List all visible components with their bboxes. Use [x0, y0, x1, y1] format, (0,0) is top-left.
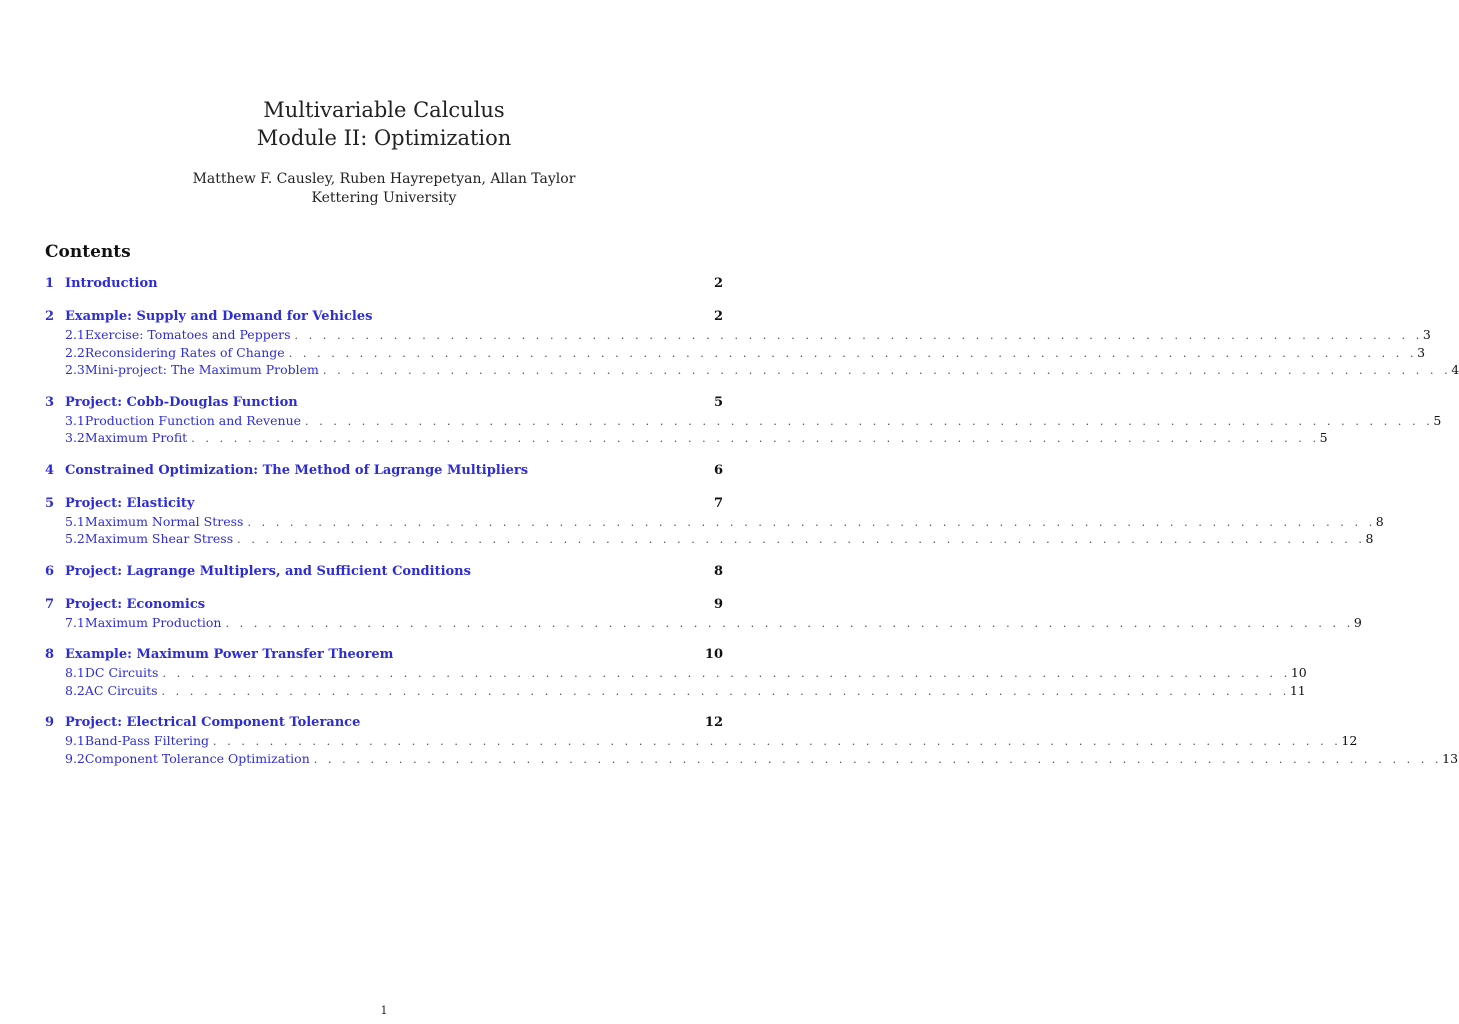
toc-section [45, 394, 1442, 448]
toc-subsection-entry[interactable] [45, 733, 1358, 751]
toc-subsection-link[interactable]: Production Function and Revenue [84, 412, 302, 428]
toc-subsection-link[interactable]: Maximum Production [84, 614, 222, 630]
toc-subsection-entry[interactable] [45, 362, 1459, 380]
toc-subsection-link[interactable]: Maximum Shear Stress [84, 531, 234, 546]
toc-section-page: 9 [713, 596, 723, 612]
toc-subsection-number[interactable]: 3.2 [65, 430, 85, 445]
toc-subsection-link[interactable]: Maximum Profit [84, 430, 188, 445]
toc-subsection-number[interactable]: 3.1 [65, 412, 85, 428]
toc-section-link[interactable]: Example: Maximum Power Transfer Theorem [65, 647, 394, 662]
toc-subsection-entry[interactable] [45, 412, 1442, 431]
toc-section-number[interactable]: 6 [45, 563, 55, 579]
toc-section-entry[interactable] [45, 309, 723, 327]
toc-section-page: 12 [704, 715, 723, 730]
affiliation: Kettering University [311, 190, 457, 206]
toc-subsection-number[interactable]: 2.1 [65, 327, 85, 342]
toc-subsection-number[interactable]: 2.3 [65, 362, 85, 377]
toc-section [45, 495, 1384, 549]
toc-section-number[interactable]: 5 [45, 495, 55, 511]
title-line-1: Multivariable Calculus [263, 98, 505, 122]
toc-subsection-number[interactable]: 8.2 [65, 682, 85, 698]
toc-subsection-entry[interactable] [45, 513, 1384, 532]
toc-section-entry[interactable] [45, 715, 723, 733]
toc-subsection-page: 8 [1365, 531, 1374, 546]
toc-subsection-number[interactable]: 5.1 [65, 513, 85, 529]
dot-leader: . . . . . . . . . . . . . . . . . . . . . . . . . . . . . . . . . . . . . . . . . . . . . . . . . . . . . . . . . . . . . . . . . . . . . . . . . . . . . . . . [305, 414, 1434, 428]
toc-section-page: 5 [713, 394, 723, 410]
toc-section-entry[interactable] [45, 597, 723, 615]
toc-subsection-page: 13 [1442, 750, 1459, 766]
toc-subsection-page: 10 [1290, 665, 1307, 680]
toc-section [45, 564, 723, 582]
toc-subsection-link[interactable]: Maximum Normal Stress [84, 513, 244, 529]
toc-section-link[interactable]: Example: Supply and Demand for Vehicles [65, 309, 373, 324]
toc-subsection-entry[interactable] [45, 750, 1459, 769]
toc-section-number[interactable]: 7 [45, 596, 55, 612]
contents-heading: Contents [45, 242, 131, 262]
toc-section-link[interactable]: Project: Elasticity [65, 495, 195, 511]
dot-leader: . . . . . . . . . . . . . . . . . . . . . . . . . . . . . . . . . . . . . . . . . . . . . . . . . . . . . . . . . . . . . . . . . . . . . . . . . . . . . . . . [313, 752, 1443, 766]
toc-subsection-entry[interactable] [45, 614, 1362, 633]
toc-subsection-link[interactable]: Reconsidering Rates of Change [84, 344, 285, 360]
toc-section-page: 2 [713, 276, 723, 291]
toc-subsection-link[interactable]: Exercise: Tomatoes and Peppers [84, 327, 291, 342]
toc-subsection-entry[interactable] [45, 531, 1374, 549]
toc-subsection-page: 4 [1451, 362, 1459, 377]
toc-section-entry[interactable] [45, 496, 723, 514]
toc-subsection-page: 5 [1433, 412, 1442, 428]
document-title [0, 96, 768, 152]
toc-section-link[interactable]: Project: Cobb-Douglas Function [65, 394, 298, 410]
toc-subsection-number[interactable]: 5.2 [65, 531, 85, 546]
toc-section-link[interactable]: Project: Electrical Component Tolerance [65, 715, 361, 730]
toc-section-page: 2 [713, 309, 723, 324]
toc-subsection-link[interactable]: Component Tolerance Optimization [84, 750, 310, 766]
toc-subsection-link[interactable]: DC Circuits [84, 665, 159, 680]
toc-section-entry[interactable] [45, 276, 723, 294]
dot-leader: . . . . . . . . . . . . . . . . . . . . . . . . . . . . . . . . . . . . . . . . . . . . . . . . . . . . . . . . . . . . . . . . . . . . . . . . . . . . . . . . [162, 667, 1291, 680]
toc-subsection-page: 3 [1422, 327, 1431, 342]
toc-section [45, 463, 723, 481]
toc-section-entry[interactable] [45, 395, 723, 413]
toc-subsection-page: 12 [1341, 733, 1358, 748]
toc-section [45, 715, 1459, 768]
page-number: 1 [380, 1004, 388, 1017]
toc-section-number[interactable]: 1 [45, 276, 55, 291]
toc-subsection-number[interactable]: 7.1 [65, 614, 85, 630]
toc-section-page: 10 [704, 647, 723, 662]
dot-leader: . . . . . . . . . . . . . . . . . . . . . . . . . . . . . . . . . . . . . . . . . . . . . . . . . . . . . . . . . . . . . . . . . . . . . . . . . . . . . . . . [237, 533, 1366, 546]
toc-subsection-entry[interactable] [45, 327, 1431, 345]
toc-subsection-link[interactable]: Band-Pass Filtering [84, 733, 210, 748]
dot-leader: . . . . . . . . . . . . . . . . . . . . . . . . . . . . . . . . . . . . . . . . . . . . . . . . . . . . . . . . . . . . . . . . . . . . . . . . . . . . . . . . [213, 735, 1342, 748]
toc-subsection-number[interactable]: 9.1 [65, 733, 85, 748]
toc-subsection-entry[interactable] [45, 682, 1306, 701]
dot-leader: . . . . . . . . . . . . . . . . . . . . . . . . . . . . . . . . . . . . . . . . . . . . . . . . . . . . . . . . . . . . . . . . . . . . . . . . . . . . . . . . [322, 364, 1452, 377]
toc-section-entry[interactable] [45, 463, 723, 481]
toc-subsection-page: 8 [1375, 513, 1384, 529]
toc-section-link[interactable]: Constrained Optimization: The Method of Lagrange Multipliers [65, 462, 529, 478]
dot-leader: . . . . . . . . . . . . . . . . . . . . . . . . . . . . . . . . . . . . . . . . . . . . . . . . . . . . . . . . . . . . . . . . . . . . . . . . . . . . . . . . [225, 616, 1354, 630]
toc-section-page: 8 [713, 563, 723, 579]
dot-leader: . . . . . . . . . . . . . . . . . . . . . . . . . . . . . . . . . . . . . . . . . . . . . . . . . . . . . . . . . . . . . . . . . . . . . . . . . . . . . . . . [191, 432, 1320, 445]
toc-section-number[interactable]: 4 [45, 462, 55, 478]
toc-section-link[interactable]: Project: Lagrange Multiplers, and Sufficient Conditions [65, 563, 471, 579]
authors: Matthew F. Causley, Ruben Hayrepetyan, Allan Taylor [192, 171, 576, 187]
toc-subsection-link[interactable]: Mini-project: The Maximum Problem [84, 362, 319, 377]
dot-leader: . . . . . . . . . . . . . . . . . . . . . . . . . . . . . . . . . . . . . . . . . . . . . . . . . . . . . . . . . . . . . . . . . . . . . . . . . . . . . . . . [161, 684, 1290, 698]
toc-section-number[interactable]: 8 [45, 647, 55, 662]
toc-subsection-number[interactable]: 8.1 [65, 665, 85, 680]
author-block [0, 170, 768, 208]
toc-section-link[interactable]: Introduction [65, 276, 158, 291]
toc-section-number[interactable]: 2 [45, 309, 55, 324]
toc-section-entry[interactable] [45, 647, 723, 665]
toc-subsection-page: 5 [1319, 430, 1328, 445]
toc-section-page: 7 [713, 495, 723, 511]
dot-leader: . . . . . . . . . . . . . . . . . . . . . . . . . . . . . . . . . . . . . . . . . . . . . . . . . . . . . . . . . . . . . . . . . . . . . . . . . . . . . . . . [247, 515, 1376, 529]
dot-leader: . . . . . . . . . . . . . . . . . . . . . . . . . . . . . . . . . . . . . . . . . . . . . . . . . . . . . . . . . . . . . . . . . . . . . . . . . . . . . . . . [288, 346, 1418, 360]
toc-subsection-page: 9 [1353, 614, 1362, 630]
toc-section-number[interactable]: 9 [45, 715, 55, 730]
table-of-contents [45, 276, 1459, 768]
toc-subsection-page: 11 [1289, 682, 1306, 698]
toc-subsection-number[interactable]: 9.2 [65, 750, 85, 766]
toc-section-link[interactable]: Project: Economics [65, 596, 206, 612]
toc-subsection-number[interactable]: 2.2 [65, 344, 85, 360]
toc-section-entry[interactable] [45, 564, 723, 582]
toc-subsection-page: 3 [1417, 344, 1426, 360]
toc-section [45, 596, 1362, 633]
toc-section-number[interactable]: 3 [45, 394, 55, 410]
toc-subsection-link[interactable]: AC Circuits [84, 682, 158, 698]
toc-section [45, 309, 1459, 380]
toc-section [45, 276, 723, 294]
title-line-2: Module II: Optimization [256, 126, 512, 150]
toc-subsection-entry[interactable] [45, 344, 1426, 363]
toc-subsection-entry[interactable] [45, 665, 1307, 683]
dot-leader: . . . . . . . . . . . . . . . . . . . . . . . . . . . . . . . . . . . . . . . . . . . . . . . . . . . . . . . . . . . . . . . . . . . . . . . . . . . . . . . . [294, 329, 1423, 342]
toc-section [45, 647, 1307, 700]
toc-section-page: 6 [713, 462, 723, 478]
toc-subsection-entry[interactable] [45, 430, 1328, 448]
